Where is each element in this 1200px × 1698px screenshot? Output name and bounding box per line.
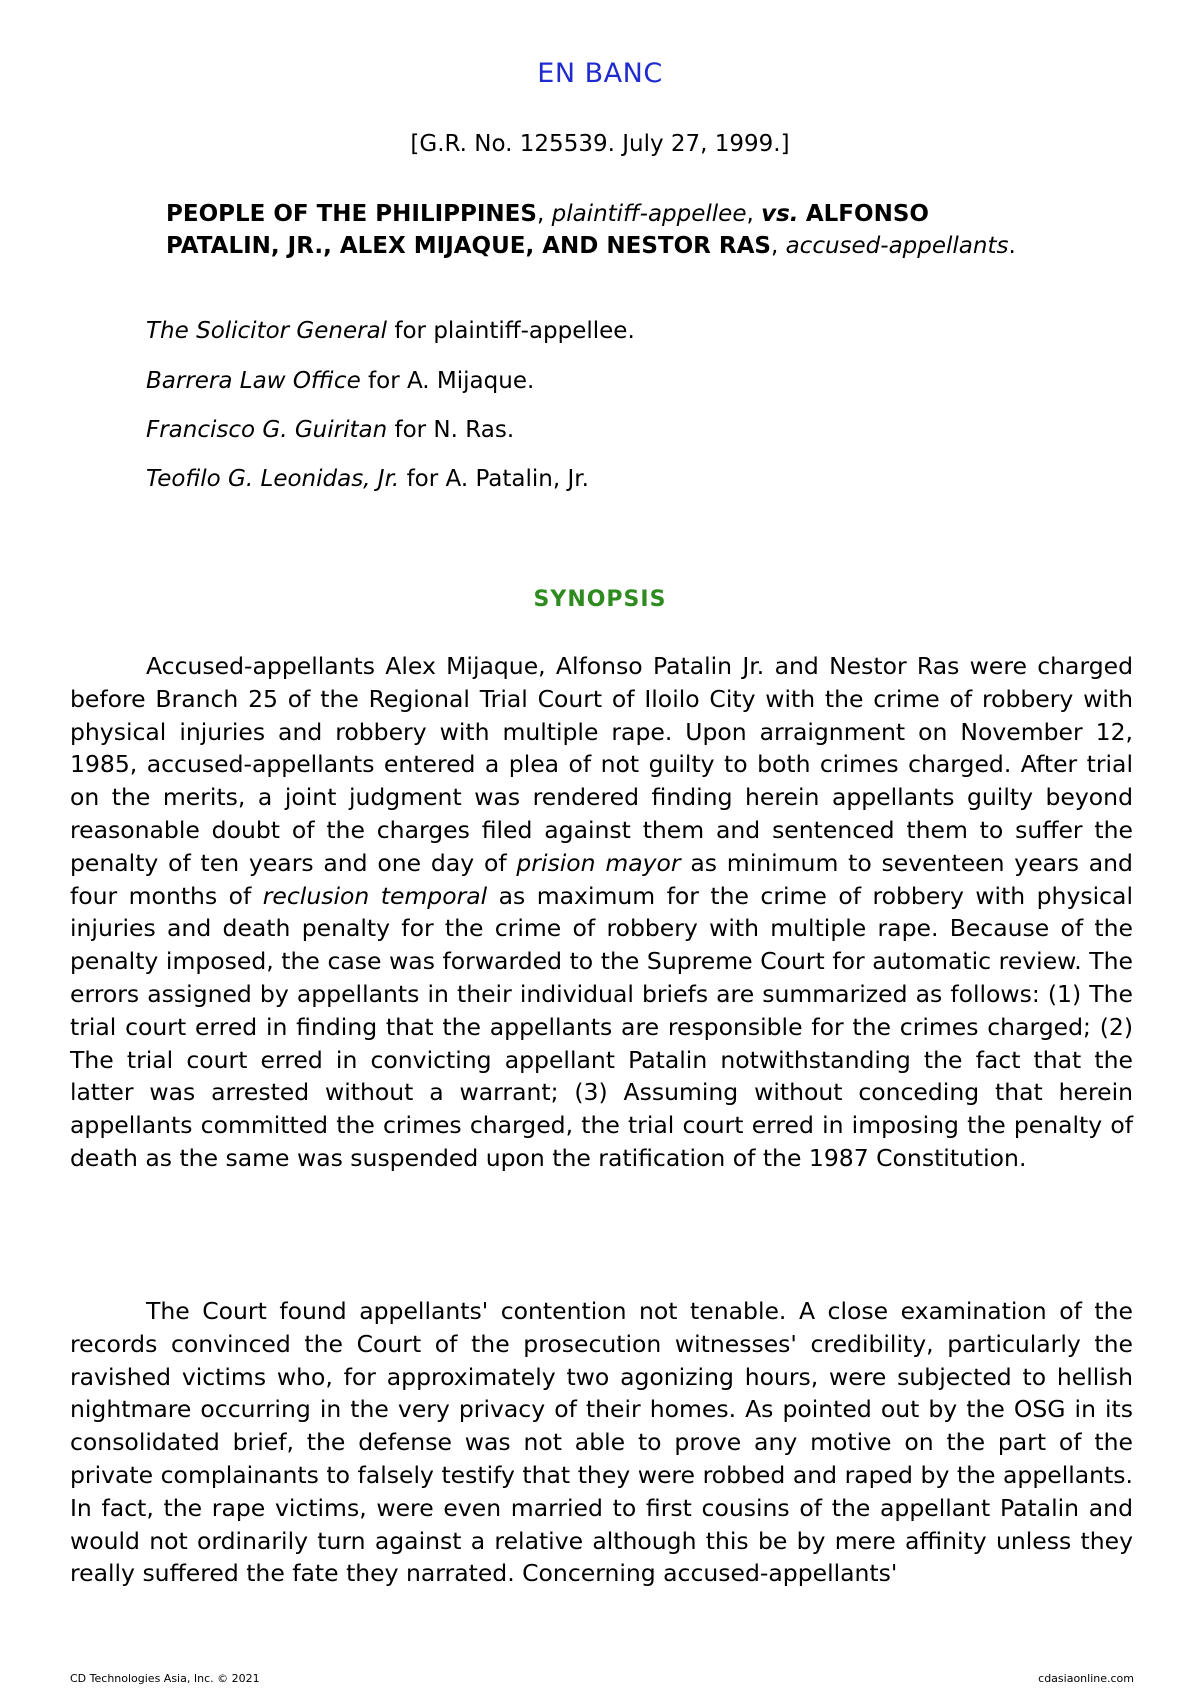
synopsis-paragraph-2: The Court found appellants' contention not tenable. A close examination of the records convinced the Court of the prosecution witnesses' credibility, particularly the ravished victims who, for approximately two agonizing hours, were subjected to hellish nightmare occurring in the very privacy of their homes. As pointed out by the OSG in its consolidated brief, the defense was not able to prove any motive on the part of the private complainants to falsely testify that they were robbed and raped by the appellants. In fact, the rape victims, were even married to first cousins of the appellant Patalin and would not ordinarily turn against a relative although this be by mere affinity unless they really suffered the fate they narrated. Concerning accused-appellants': [70, 1297, 1133, 1588]
counsel-for: for plaintiff-appellee.: [394, 318, 635, 344]
court-division: EN BANC: [537, 58, 663, 89]
synopsis-heading: SYNOPSIS: [533, 587, 667, 612]
counsel-name: Francisco G. Guiritan: [146, 417, 388, 443]
counsel-line: [146, 417, 1046, 443]
counsel-name: The Solicitor General: [146, 318, 388, 344]
penalty-term: reclusion temporal: [262, 881, 488, 910]
plaintiff-name: PEOPLE OF THE PHILIPPINES: [166, 201, 537, 227]
versus-label: vs.: [761, 201, 799, 227]
paragraph-text: as maximum for the crime of robbery with physical injuries and death penalty for the crime of robbery with multiple rape. Because of the penalty imposed, the case was forwarded to the Supreme Court for automatic review. The errors assigned by appellants in their individual briefs are summarized as follows: (1) The trial court erred in finding that the appellants are responsible for the crimes charged; (2) The trial court erred in convicting appellant Patalin notwithstanding the fact that the latter was arrested without a warrant; (3) Assuming without conceding that herein appellants committed the crimes charged, the trial court erred in imposing the penalty of death as the same was suspended upon the ratification of the 1987 Constitution.: [70, 881, 1133, 1172]
counsel-line: [146, 368, 1046, 394]
accused-role: accused-appellants: [785, 233, 1009, 259]
paragraph-text: as minimum to seventeen years and four months of: [70, 848, 1133, 910]
footer-copyright: CD Technologies Asia, Inc. © 2021: [70, 1672, 260, 1685]
paragraph-text: Accused-appellants Alex Mijaque, Alfonso Patalin Jr. and Nestor Ras were charged before Branch 25 of the Regional Trial Court of Iloilo City with the crime of robbery with physical injuries and robbery with multiple rape. Upon arraignment on November 12, 1985, accused-appellants entered a plea of not guilty to both crimes charged. After trial on the merits, a joint judgment was rendered finding herein appellants guilty beyond reasonable doubt of the charges filed against them and sentenced them to suffer the penalty of ten years and one day of: [70, 652, 1133, 877]
counsel-line: [146, 318, 1046, 344]
counsel-for: for A. Mijaque.: [368, 368, 535, 394]
accused-names: ALFONSO PATALIN, JR., ALEX MIJAQUE, AND NESTOR RAS: [166, 201, 929, 259]
counsel-for: for N. Ras.: [394, 417, 515, 443]
counsel-name: Barrera Law Office: [146, 368, 361, 394]
plaintiff-role: plaintiff-appellee: [551, 201, 747, 227]
counsel-line: [146, 466, 1046, 492]
synopsis-paragraph-1: [70, 650, 1133, 1175]
counsel-for: for A. Patalin, Jr.: [406, 466, 589, 492]
footer-website: cdasiaonline.com: [1038, 1672, 1134, 1685]
penalty-term: prision mayor: [516, 848, 681, 877]
case-number: [G.R. No. 125539. July 27, 1999.]: [410, 131, 790, 157]
case-parties: PEOPLE OF THE PHILIPPINES, plaintiff-appellee, vs. ALFONSO PATALIN, JR., ALEX MIJAQUE, AND NESTOR RAS, accused-appellants.: [166, 201, 1016, 259]
counsel-name: Teofilo G. Leonidas, Jr.: [146, 466, 400, 492]
